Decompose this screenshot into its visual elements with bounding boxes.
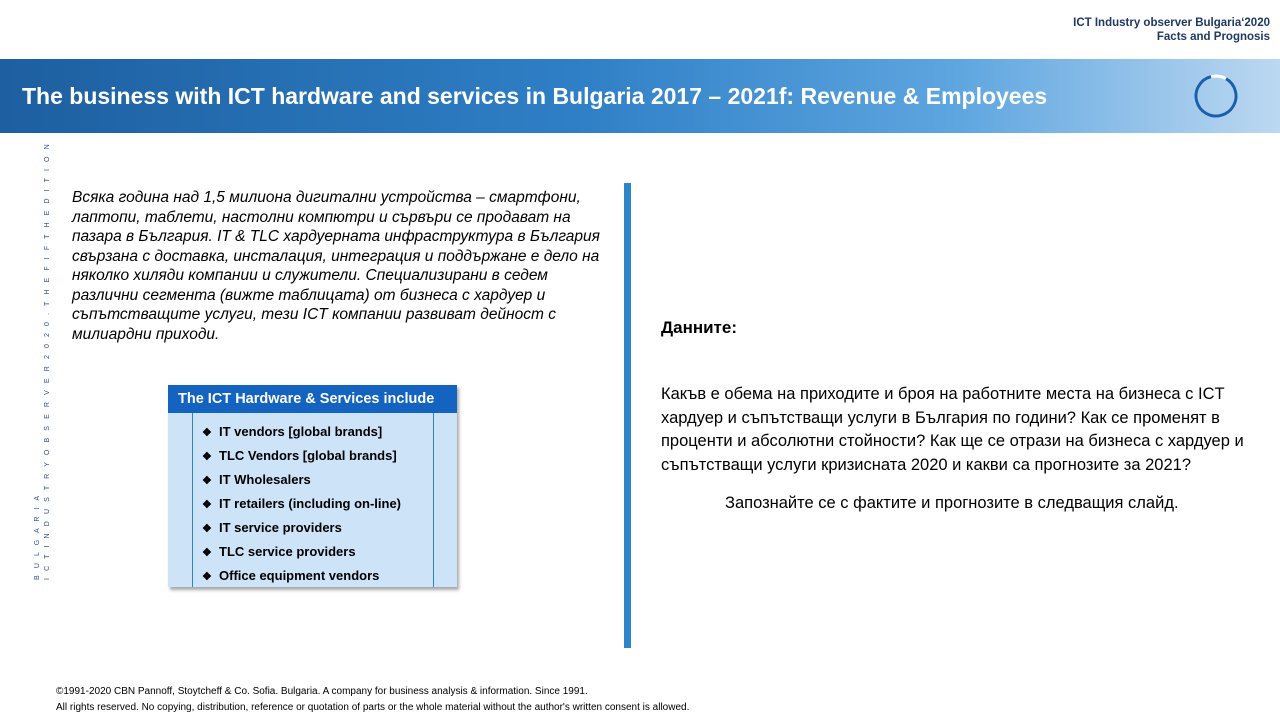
ring-logo-icon — [1193, 73, 1239, 119]
data-question-text: Какъв е обема на приходите и броя на работните места на бизнеса с ICT хардуер и съпътстващи услуги в България по години? Как се променят в проценти и абсолютни стойности? Как ще се отрази на бизнеса с хардуер и съпътстващи услуги кризисната 2020 и какви са прогнозите за 2021? — [661, 385, 1244, 474]
list-item — [193, 516, 433, 540]
diamond-bullet-icon: ❖ — [202, 547, 212, 559]
rights-line: All rights reserved. No copying, distribution, reference or quotation of parts or the whole material without the author's written consent is allowed. — [56, 702, 690, 713]
side-label-country: B U L G A R I A — [34, 493, 41, 580]
list-item-label: IT service providers — [219, 520, 342, 535]
side-label-edition: I C T I N D U S T R Y O B S E R V E R 2 0 2 0 . T H E F I F T H E D I T I O N — [44, 141, 51, 580]
list-item-label: IT vendors [global brands] — [219, 424, 383, 439]
diamond-bullet-icon: ❖ — [202, 571, 212, 583]
list-item-label: TLC Vendors [global brands] — [219, 448, 397, 463]
list-item-label: IT Wholesalers — [219, 472, 311, 487]
diamond-bullet-icon: ❖ — [202, 451, 212, 463]
title-banner — [0, 59, 1280, 133]
edition-line-1: ICT Industry observer Bulgaria‘2020 — [1073, 17, 1270, 29]
edition-label — [1073, 16, 1270, 44]
vertical-divider — [624, 183, 631, 648]
list-item-label: Office equipment vendors — [219, 568, 380, 583]
list-item-label: TLC service providers — [219, 544, 356, 559]
page-title: The business with ICT hardware and services in Bulgaria 2017 – 2021f: Revenue & Employees — [22, 83, 1048, 109]
side-edition-label — [33, 142, 53, 580]
hardware-list — [193, 413, 433, 588]
hardware-box-list-frame — [192, 413, 434, 587]
diamond-bullet-icon: ❖ — [202, 475, 212, 487]
list-item — [193, 444, 433, 468]
diamond-bullet-icon: ❖ — [202, 427, 212, 439]
list-item — [193, 564, 433, 588]
diamond-bullet-icon: ❖ — [202, 499, 212, 511]
copyright-footer — [56, 684, 689, 716]
copyright-line: ©1991-2020 CBN Pannoff, Stoytcheff & Co. Sofia. Bulgaria. A company for business analysis & information. Since 1991. — [56, 686, 588, 697]
list-item — [193, 420, 433, 444]
list-item-label: IT retailers (including on-line) — [219, 496, 402, 511]
diamond-bullet-icon: ❖ — [202, 523, 212, 535]
intro-paragraph: Всяка година над 1,5 милиона дигитални устройства – смартфони, лаптопи, таблети, настолни компютри и сървъри се продават на пазара в България. IT & TLC хардуерната инфраструктура в България свързана с доставка, инсталация, интеграция и поддържане е дело на няколко хиляди компании и служители. Специализирани в седем различни сегмента (вижте таблицата) от бизнеса с хардуер и съпътстващите услуги, тези ICT компании развиват дейност с милиардни приходи. — [72, 189, 600, 343]
list-item — [193, 468, 433, 492]
list-item — [193, 540, 433, 564]
edition-line-2: Facts and Prognosis — [1156, 31, 1270, 43]
next-slide-note: Запознайте се с фактите и прогнозите в следващия слайд. — [725, 494, 1179, 512]
hardware-box-header: The ICT Hardware & Services include — [168, 385, 457, 413]
data-section-title: Данните: — [661, 318, 737, 337]
list-item — [193, 492, 433, 516]
hardware-services-box — [168, 385, 457, 587]
